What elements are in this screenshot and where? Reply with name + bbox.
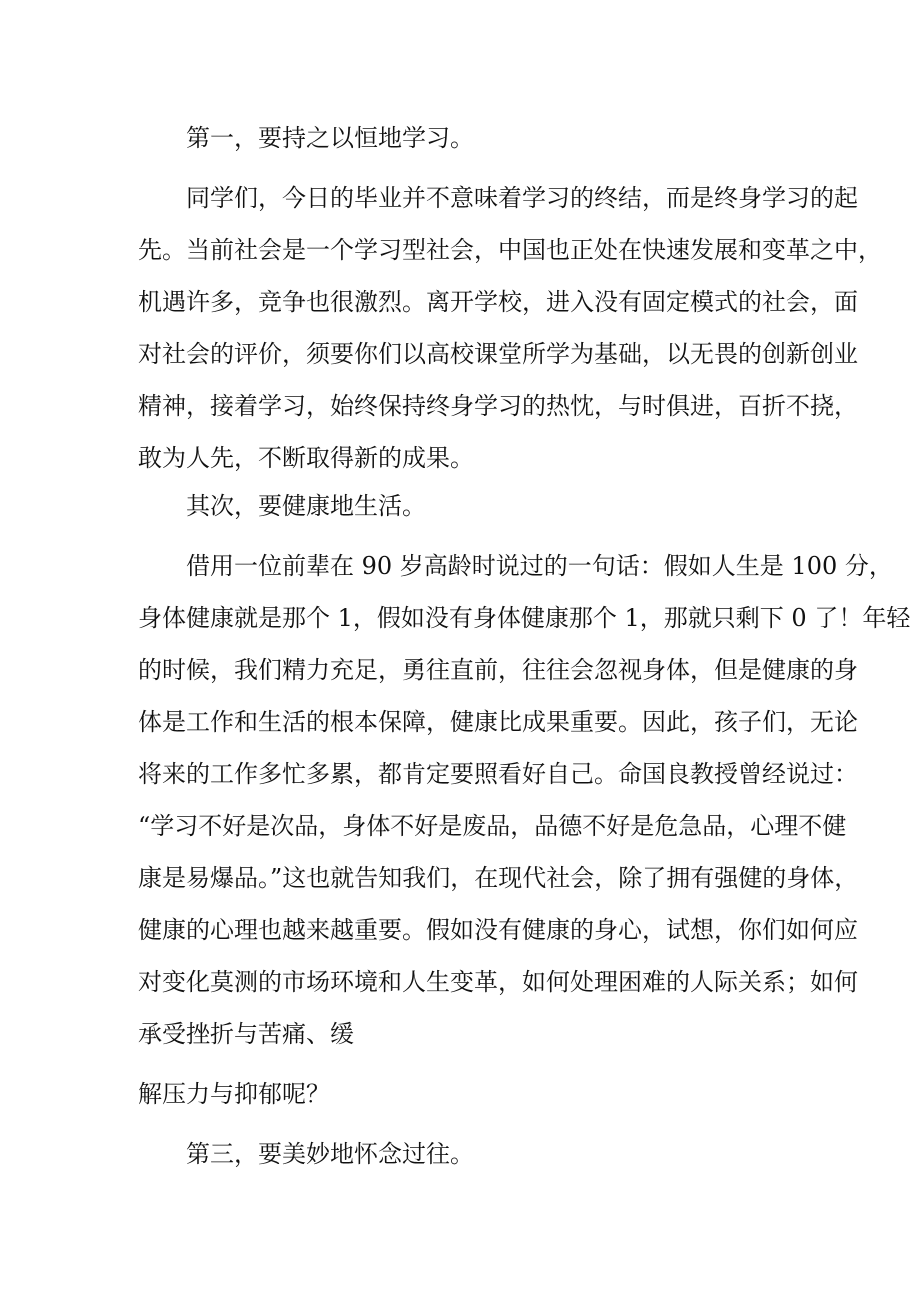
paragraph-health-line: 将来的工作多忙多累，都肯定要照看好自己。命国良教授曾经说过： [138,760,858,788]
section-heading-study: 第一，要持之以恒地学习。 [186,124,474,152]
paragraph-study-line: 先。当前社会是一个学习型社会，中国也正处在快速发展和变革之中， [138,236,882,264]
paragraph-health-line: 体是工作和生活的根本保障，健康比成果重要。因此，孩子们，无论 [138,708,858,736]
paragraph-study-line: 同学们，今日的毕业并不意味着学习的终结，而是终身学习的起 [186,184,858,212]
paragraph-study-line: 对社会的评价，须要你们以高校课堂所学为基础，以无畏的创新创业 [138,340,858,368]
paragraph-health-line: “学习不好是次品，身体不好是废品，品德不好是危急品，心理不健 [138,812,847,840]
paragraph-health-line: 康是易爆品。”这也就告知我们，在现代社会，除了拥有强健的身体， [138,864,859,892]
section-heading-memory: 第三，要美妙地怀念过往。 [186,1140,474,1168]
paragraph-health-line: 健康的心理也越来越重要。假如没有健康的身心，试想，你们如何应 [138,916,858,944]
section-heading-health: 其次，要健康地生活。 [186,492,426,520]
paragraph-health-line: 借用一位前辈在 90 岁高龄时说过的一句话：假如人生是 100 分， [186,552,893,580]
paragraph-health-line: 身体健康就是那个 1，假如没有身体健康那个 1，那就只剩下 0 了！年轻 [138,604,911,632]
paragraph-health-line: 对变化莫测的市场环境和人生变革，如何处理困难的人际关系；如何 [138,968,858,996]
paragraph-study-line: 精神，接着学习，始终保持终身学习的热忱，与时俱进，百折不挠， [138,392,858,420]
paragraph-study-line: 敢为人先，不断取得新的成果。 [138,444,474,472]
paragraph-health-tail: 解压力与抑郁呢？ [138,1080,330,1108]
paragraph-health-line: 的时候，我们精力充足，勇往直前，往往会忽视身体，但是健康的身 [138,656,858,684]
paragraph-study-line: 机遇许多，竞争也很激烈。离开学校，进入没有固定模式的社会，面 [138,288,858,316]
paragraph-health-line: 承受挫折与苦痛、缓 [138,1020,354,1048]
